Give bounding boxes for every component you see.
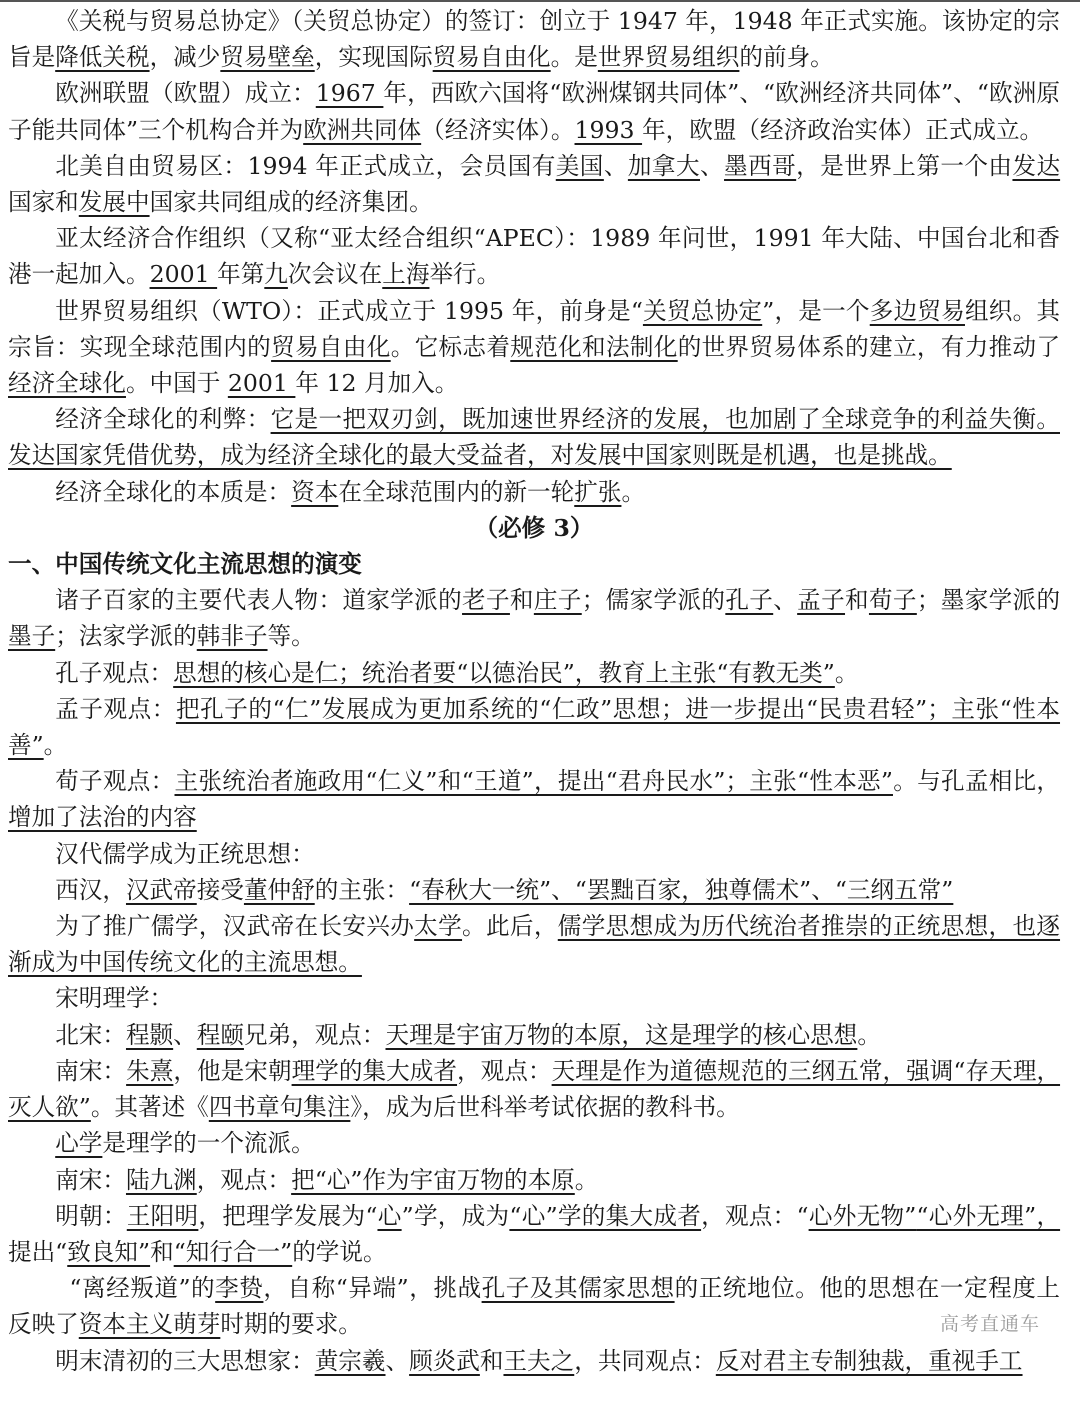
text-segment: 为了推广儒学，汉武帝在长安兴办 <box>55 912 415 941</box>
underlined-key-term: 规范化和法制化 <box>510 332 678 361</box>
underlined-key-term: 董仲舒 <box>243 875 315 904</box>
text-segment: ，共同观点： <box>574 1346 716 1375</box>
paragraph <box>8 691 1060 763</box>
underlined-key-term: 反对君主专制独裁，重视手工 <box>715 1346 1023 1375</box>
underlined-key-term: 2001 <box>149 260 218 289</box>
paragraph <box>8 1343 1060 1379</box>
underlined-key-term: 黄宗羲 <box>314 1346 386 1375</box>
text-segment: 荀子观点： <box>55 767 175 796</box>
text-segment: 北宋： <box>55 1020 126 1049</box>
underlined-key-term: 理学的集大成者 <box>291 1056 458 1085</box>
text-segment: ，把理学发展为“ <box>198 1201 378 1230</box>
paragraph <box>8 1162 1060 1198</box>
underlined-key-term: 太学 <box>414 912 463 941</box>
text-segment: ；法家学派的 <box>55 622 197 651</box>
underlined-key-term: 增加了法治的内容 <box>8 803 197 832</box>
paragraph <box>8 1270 1060 1342</box>
underlined-key-term: 墨子 <box>8 622 56 651</box>
text-segment: 。 <box>574 1165 599 1194</box>
underlined-key-term: 王阳明 <box>126 1201 199 1230</box>
text-segment: 和 <box>150 1237 174 1266</box>
paragraph <box>8 1053 1060 1125</box>
text-segment: ，实现国际 <box>314 43 433 72</box>
text-segment: 宋明理学： <box>55 984 174 1013</box>
text-segment: 和 <box>509 586 534 615</box>
underlined-key-term: 天理是作为道德规范的三纲五常，强调“存天理，灭人欲” <box>8 1056 1061 1122</box>
text-segment: 兄弟，观点： <box>243 1020 386 1049</box>
underlined-key-term: 主张统治者施政用“仁义”和“王道”，提出“君舟民水”；主张“性本恶” <box>174 767 893 796</box>
underlined-key-term: 天理是宇宙万物的本原，这是理学的核心思想 <box>385 1020 858 1049</box>
underlined-key-term: 发达 <box>1012 151 1061 180</box>
text-segment: 经济全球化的利弊： <box>55 405 271 434</box>
text-segment: 的前身。 <box>739 43 834 72</box>
paragraph <box>8 980 1060 1016</box>
text-segment: 、 <box>603 151 628 180</box>
paragraph <box>8 3 1060 75</box>
paragraph <box>8 293 1060 402</box>
text-segment: ”，是一个 <box>762 296 870 325</box>
text-segment: 南宋： <box>55 1165 126 1194</box>
text-segment: 。与孔孟相比， <box>892 767 1061 796</box>
text-segment: 北美自由贸易区：1994 年正式成立，会员国有 <box>55 151 556 180</box>
underlined-key-term: 世界贸易组织 <box>597 43 740 72</box>
text-segment: 、 <box>385 1346 410 1375</box>
underlined-key-term: 欧洲共同体 <box>303 115 422 144</box>
underlined-key-term: 多边贸易 <box>869 296 965 325</box>
text-segment: 国家共同组成的经济集团。 <box>149 188 433 217</box>
underlined-key-term: 王夫之 <box>503 1346 575 1375</box>
text-segment: 等。 <box>267 622 315 651</box>
text-segment: 。是 <box>550 43 598 72</box>
watermark: 高考直通车 <box>939 1313 1040 1336</box>
text-segment: 在全球范围内的新一轮 <box>338 477 575 506</box>
text-segment: ，观点： <box>196 1165 292 1194</box>
text-segment: 时期的要求。 <box>220 1310 362 1339</box>
underlined-key-term: 心学 <box>55 1129 103 1158</box>
underlined-key-term: “心外无理”， <box>916 1201 1061 1230</box>
text-segment: ，观点：“ <box>701 1201 809 1230</box>
paragraph <box>8 763 1060 835</box>
underlined-key-term: 加拿大 <box>627 151 700 180</box>
text-segment: “离经叛道”的 <box>69 1274 216 1303</box>
text-segment: 诸子百家的主要代表人物：道家学派的 <box>55 586 463 615</box>
paragraph <box>8 220 1060 292</box>
text-segment: 。其著述《 <box>90 1093 209 1122</box>
underlined-key-term: 贸易自由化 <box>271 332 391 361</box>
text-segment: ”学，成为 <box>401 1201 510 1230</box>
text-segment: 年 12 月加入。 <box>295 369 459 398</box>
document-body <box>8 0 1060 1379</box>
text-segment: ，减少 <box>149 43 221 72</box>
paragraph <box>8 908 1060 980</box>
text-segment: 年第 <box>217 260 265 289</box>
paragraph <box>8 75 1060 147</box>
underlined-key-term: 孔子及其儒家思想 <box>481 1274 675 1303</box>
underlined-key-term: 心外无物” <box>808 1201 917 1230</box>
underlined-key-term: 朱熹 <box>126 1056 174 1085</box>
underlined-key-term: 致良知” <box>67 1237 151 1266</box>
text-segment: （必修 3） <box>474 513 594 542</box>
text-segment: 。 <box>834 658 859 687</box>
text-segment: 接受 <box>196 875 244 904</box>
underlined-key-term: 贸易壁垒 <box>220 43 315 72</box>
underlined-key-term: 老子 <box>462 586 510 615</box>
underlined-key-term: 1993 <box>574 115 643 144</box>
underlined-key-term: 把“心”作为宇宙万物的本原 <box>291 1165 575 1194</box>
text-segment: 年，欧盟（经济政治实体）正式成立。 <box>642 115 1044 144</box>
underlined-key-term: 2001 <box>227 369 296 398</box>
text-segment: 和 <box>845 586 869 615</box>
underlined-key-term: 把孔子的“仁”发展成为更加系统的“仁政”思想；进一步提出“民贵君轻”；主张“性本善” <box>8 694 1061 760</box>
text-segment: 年，西欧六国将“欧洲煤钢共同体”、“欧洲经济共同体”、“欧洲原子能共同体”三个机构合并为 <box>8 79 1060 144</box>
underlined-key-term: “春秋大一统”、“罢黜百家，独尊儒术”、“三纲五常” <box>409 875 954 904</box>
underlined-key-term: 思想的核心是仁；统治者要“以德治民”，教育上主张“有教无类” <box>173 658 835 687</box>
text-segment: 次会议在 <box>287 260 383 289</box>
text-segment: 。 <box>857 1020 881 1049</box>
underlined-key-term: 顾炎武 <box>409 1346 480 1375</box>
underlined-key-term: 资本主义萌芽 <box>78 1310 221 1339</box>
text-segment: ，观点： <box>457 1056 552 1085</box>
underlined-key-term: 资本 <box>291 477 339 506</box>
section-heading <box>8 546 1060 582</box>
text-segment: 的正统地位。他的思想在一定程度上反映了 <box>8 1274 1061 1339</box>
paragraph <box>8 148 1060 220</box>
underlined-key-term: 孔子 <box>725 586 774 615</box>
underlined-key-term: 九 <box>264 260 288 289</box>
text-segment: 《关税与贸易总协定》（关贸总协定）的签订：创立于 1947 年，1948 年正式实施。该协定的宗旨是 <box>8 7 1060 72</box>
text-segment: 汉代儒学成为正统思想： <box>55 839 315 868</box>
text-segment: 。它标志着 <box>390 332 511 361</box>
text-segment: 是理学的一个流派。 <box>102 1129 315 1158</box>
paragraph <box>8 1198 1060 1270</box>
text-segment: 明朝： <box>55 1201 127 1230</box>
underlined-key-term: 庄子 <box>533 586 582 615</box>
underlined-key-term: 扩张 <box>574 477 622 506</box>
text-segment: 。中国于 <box>125 369 228 398</box>
underlined-key-term: 孟子 <box>797 586 846 615</box>
text-segment: 西汉， <box>55 875 126 904</box>
underlined-key-term: 上海 <box>382 260 430 289</box>
text-segment: 。此后， <box>462 912 558 941</box>
text-segment: 的主张： <box>314 875 410 904</box>
text-segment: 举行。 <box>429 260 501 289</box>
text-segment: 和 <box>479 1346 504 1375</box>
text-segment: 南宋： <box>55 1056 127 1085</box>
text-segment: 、 <box>700 151 725 180</box>
underlined-key-term: 它是一把双刃剑，既加速世界经济的发展，也加剧了全球竞争的利益失衡。发达国家凭借优势，成为经济全球化的最大受益者，对发展中国家则既是机遇，也是挑战。 <box>8 405 1060 470</box>
underlined-key-term: “知行合一” <box>173 1237 293 1266</box>
text-segment: 亚太经济合作组织（又称“亚太经合组织“APEC）：1989 年问世，1991 年大陆、中国台北和香港一起加入。 <box>8 224 1060 289</box>
underlined-key-term: 贸易自由化 <box>432 43 551 72</box>
underlined-key-term: 陆九渊 <box>125 1165 197 1194</box>
text-segment: 。 <box>43 731 68 760</box>
underlined-key-term: 发展中 <box>78 188 150 217</box>
text-segment: ，他是宋朝 <box>173 1056 292 1085</box>
paragraph <box>8 836 1060 872</box>
text-segment: 的学说。 <box>292 1237 387 1266</box>
text-segment: 孔子观点： <box>55 658 174 687</box>
paragraph <box>8 474 1060 510</box>
underlined-key-term: 荀子 <box>868 586 917 615</box>
paragraph <box>8 1125 1060 1161</box>
text-segment: 经济全球化的本质是： <box>55 477 292 506</box>
section-title <box>8 510 1060 546</box>
underlined-key-term: 心 <box>377 1201 402 1230</box>
text-segment: 、 <box>173 1020 197 1049</box>
text-segment: 、 <box>773 586 798 615</box>
underlined-key-term: 降低关税 <box>55 43 150 72</box>
underlined-key-term: 1967 <box>315 79 384 108</box>
text-segment: 欧洲联盟（欧盟）成立： <box>55 79 316 108</box>
text-segment: （经济实体）。 <box>421 115 575 144</box>
underlined-key-term: 四书章句集注 <box>208 1093 351 1122</box>
paragraph <box>8 401 1060 473</box>
text-segment: 国家和 <box>8 188 79 217</box>
text-segment: 提出“ <box>8 1237 68 1266</box>
underlined-key-term: 墨西哥 <box>724 151 797 180</box>
paragraph <box>8 1017 1060 1053</box>
underlined-key-term: 儒学思想成为历代统治者推崇的正统思想，也逐渐成为中国传统文化的主流思想。 <box>8 912 1061 977</box>
text-segment: ；儒家学派的 <box>581 586 726 615</box>
text-segment: 世界贸易组织（WTO）：正式成立于 1995 年，前身是“ <box>55 296 643 325</box>
text-segment: 组织。其宗旨：实现全球范围内的 <box>8 296 1061 361</box>
text-segment: 明末清初的三大思想家： <box>55 1346 315 1375</box>
underlined-key-term: “心”学的集大成者 <box>509 1201 702 1230</box>
text-segment: 的世界贸易体系的建立，有力推动了 <box>677 332 1061 361</box>
text-segment: 》，成为后世科举考试依据的教科书。 <box>350 1093 740 1122</box>
underlined-key-term: 汉武帝 <box>125 875 197 904</box>
text-segment: ，是世界上第一个由 <box>796 151 1013 180</box>
underlined-key-term: 关贸总协定 <box>642 296 763 325</box>
paragraph <box>8 872 1060 908</box>
text-segment: ，自称“异端”，挑战 <box>263 1274 482 1303</box>
underlined-key-term: 美国 <box>555 151 604 180</box>
underlined-key-term: 李贽 <box>215 1274 264 1303</box>
underlined-key-term: 经济全球化 <box>8 369 126 398</box>
text-segment: 。 <box>621 477 646 506</box>
underlined-key-term: 程颐 <box>196 1020 244 1049</box>
text-segment: 一、中国传统文化主流思想的演变 <box>8 550 362 579</box>
paragraph <box>8 655 1060 691</box>
underlined-key-term: 韩非子 <box>196 622 268 651</box>
paragraph <box>8 582 1060 654</box>
text-segment: ；墨家学派的 <box>916 586 1061 615</box>
underlined-key-term: 程颢 <box>125 1020 174 1049</box>
text-segment: 孟子观点： <box>55 694 176 723</box>
